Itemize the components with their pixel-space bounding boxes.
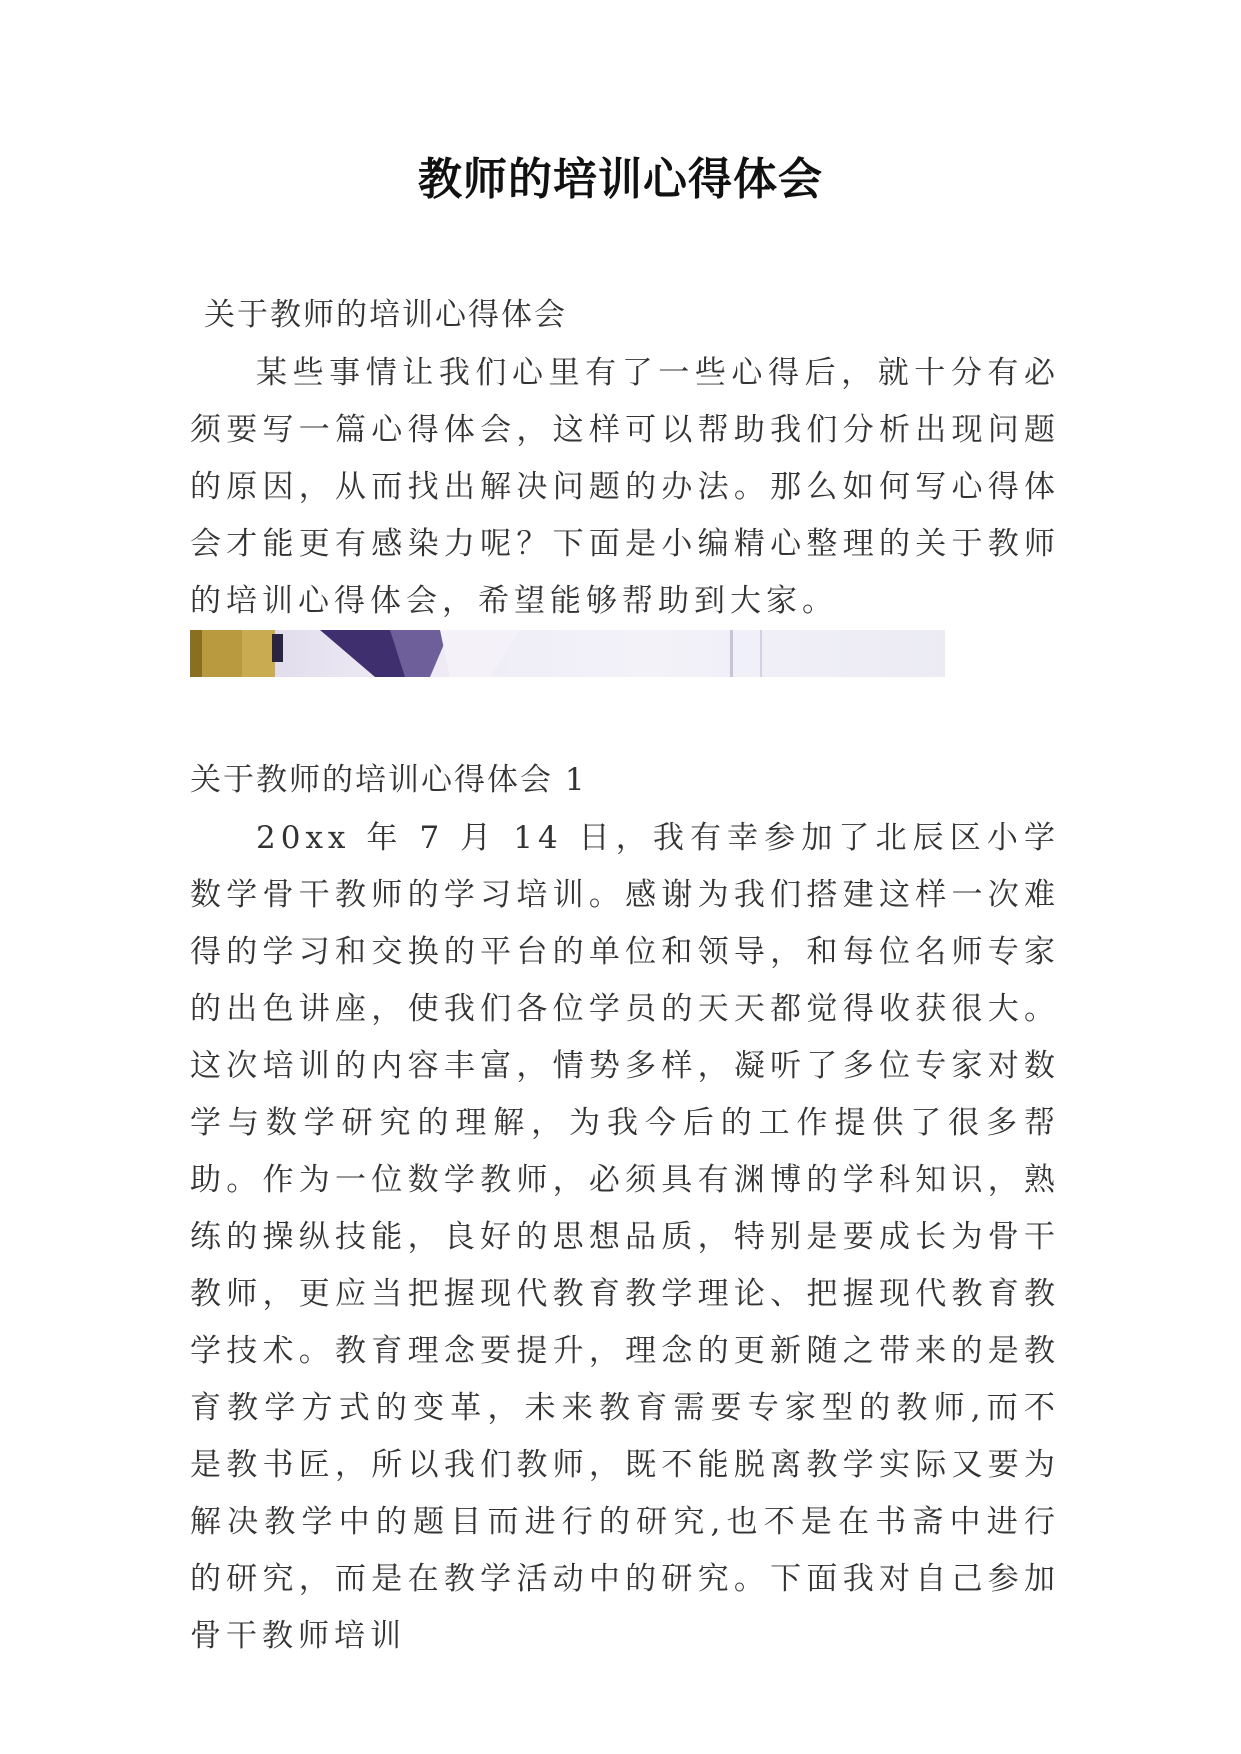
subtitle-block: [190, 295, 1060, 335]
section1-block: [190, 810, 1060, 1665]
document-subtitle: 关于教师的培训心得体会: [204, 297, 567, 333]
document-title: 教师的培训心得体会: [418, 154, 823, 205]
photo-strip: [190, 630, 945, 677]
section1-paragraph: 20xx 年 7 月 14 日，我有幸参加了北辰区小学数学骨干教师的学习培训。感谢为我们搭建这样一次难得的学习和交换的平台的单位和领导，和每位名师专家的出色讲座，使我们各位学员的天天都觉得收获很大。这次培训的内容丰富，情势多样，凝听了多位专家对数学与数学研究的理解，为我今后的工作提供了很多帮助。作为一位数学教师，必须具有渊博的学科知识，熟练的操纵技能，良好的思想品质，特别是要成长为骨干教师，更应当把握现代教育教学理论、把握现代教育教学技术。教育理念要提升，理念的更新随之带来的是教育教学方式的变革，未来教育需要专家型的教师,而不是教书匠，所以我们教师，既不能脱离教学实际又要为解决教学中的题目而进行的研究,也不是在书斋中进行的研究，而是在教学活动中的研究。下面我对自己参加骨干教师培训: [190, 820, 1060, 1654]
intro-paragraph: 某些事情让我们心里有了一些心得后，就十分有必须要写一篇心得体会，这样可以帮助我们分析出现问题的原因，从而找出解决问题的办法。那么如何写心得体会才能更有感染力呢？下面是小编精心整理的关于教师的培训心得体会，希望能够帮助到大家。: [190, 355, 1060, 619]
photo-image: [190, 630, 945, 677]
section1-heading-block: [190, 760, 1060, 800]
section1-heading: 关于教师的培训心得体会 1: [190, 762, 587, 798]
intro-block: [190, 345, 1060, 630]
